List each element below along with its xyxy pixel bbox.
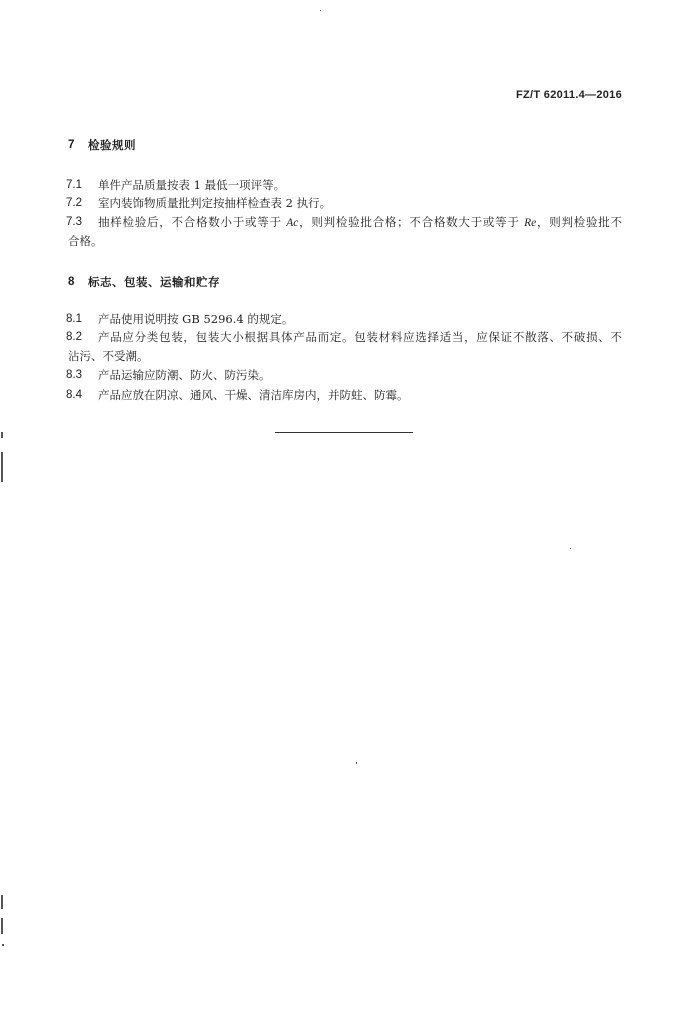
clause-7-3-text-part: ，则判检验批合格；不合格数大于或等于 [298,215,525,229]
scan-dot [356,762,357,764]
clause-7-3-text-part: ，则判检验批不 [536,215,622,229]
acceptance-number-symbol: Ac [286,217,299,229]
clause-7-1-text: 单件产品质量按表 1 最低一项评等。 [98,178,286,192]
clause-8-2-number: 8.2 [66,331,82,343]
scan-mark [1,895,3,909]
section-7-title: 检验规则 [88,138,136,152]
end-rule-divider [275,432,413,433]
standard-code-header: FZ/T 62011.4—2016 [516,89,622,101]
clause-8-3-text: 产品运输应防潮、防火、防污染。 [98,368,271,382]
clause-8-4-text: 产品应放在阴凉、通风、干燥、清洁库房内，并防蛀、防霉。 [98,388,409,402]
clause-8-1-text: 产品使用说明按 GB 5296.4 的规定。 [98,312,294,326]
scan-dot [570,548,571,549]
clause-8-1-number: 8.1 [66,313,82,325]
clause-8-3-number: 8.3 [66,369,82,381]
clause-8-2-line-2: 沾污、不受潮。 [68,349,149,363]
scan-mark [2,944,4,946]
scan-mark [1,452,3,482]
section-7-number: 7 [68,139,75,151]
clause-8-4-number: 8.4 [66,389,82,401]
clause-7-1-number: 7.1 [66,179,82,191]
clause-7-2-text: 室内装饰物质量批判定按抽样检查表 2 执行。 [98,196,332,210]
clause-8-2-line-1: 产品应分类包装，包装大小根据具体产品而定。包装材料应选择适当，应保证不散落、不破损、不 [98,330,622,344]
clause-7-3-line-1 [98,215,622,229]
scan-dot [320,10,321,11]
section-8-title: 标志、包装、运输和贮存 [88,275,220,289]
scan-mark [1,918,3,934]
rejection-number-symbol: Re [524,217,537,229]
section-8-number: 8 [68,276,75,288]
clause-7-2-number: 7.2 [66,197,82,209]
clause-7-3-number: 7.3 [66,216,82,228]
clause-7-3-text-part: 抽样检验后，不合格数小于或等于 [98,215,287,229]
scan-mark [1,432,3,438]
clause-7-3-line-2: 合格。 [68,234,103,248]
